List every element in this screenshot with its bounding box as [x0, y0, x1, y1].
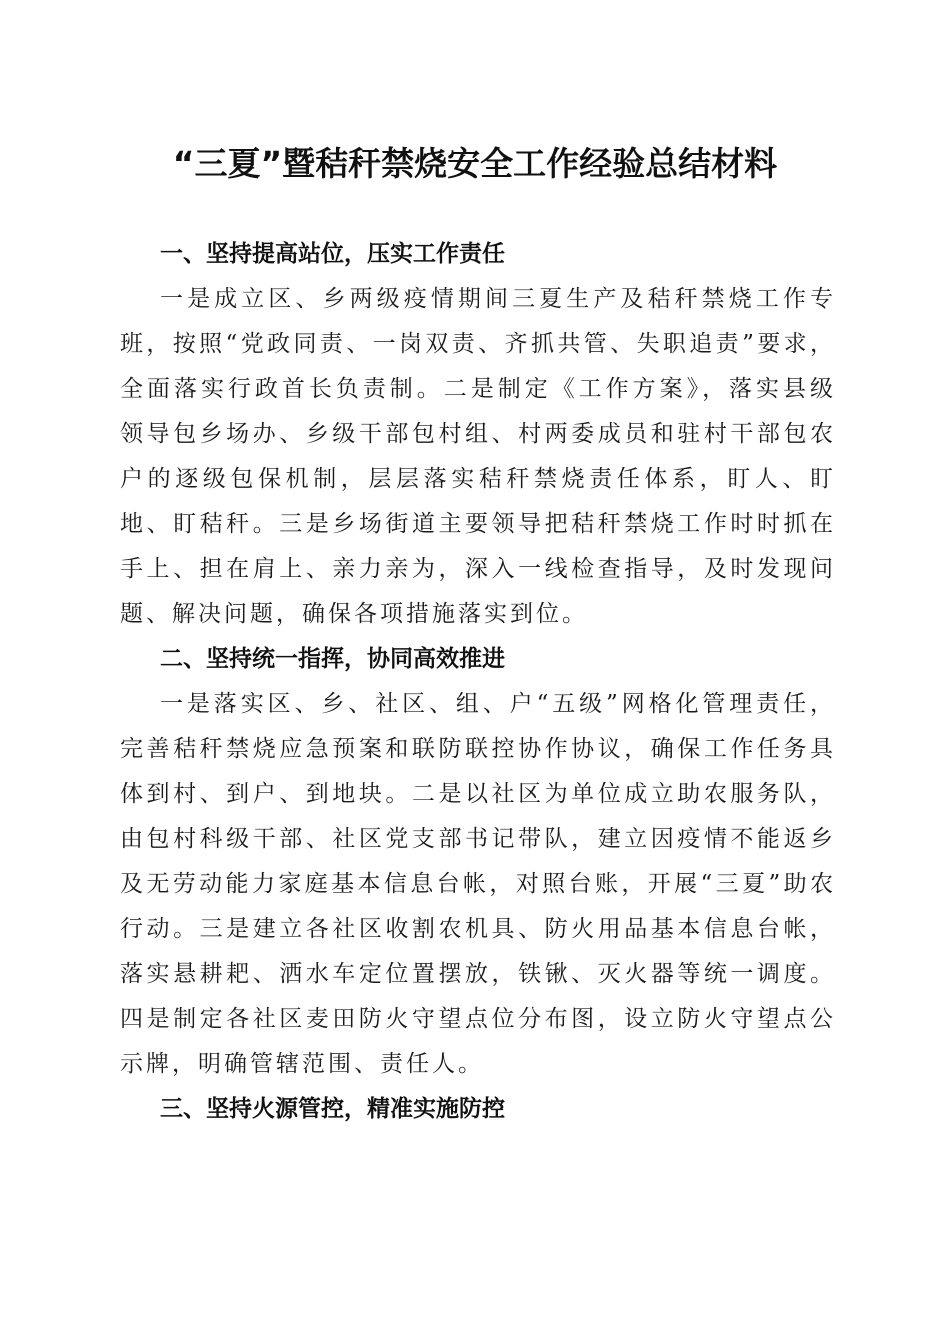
document-body [120, 232, 836, 1132]
document-title: “三夏”暨秸秆禁烧安全工作经验总结材料 [172, 144, 778, 183]
section-1-heading: 一、坚持提高站位，压实工作责任 [160, 241, 505, 267]
section-3-heading: 三、坚持火源管控，精准实施防控 [160, 1096, 505, 1122]
section-2-heading: 二、坚持统一指挥，协同高效推进 [160, 646, 505, 672]
section-2-paragraph: 一是落实区、乡、社区、组、户“五级”网格化管理责任，完善秸秆禁烧应急预案和联防联控协作协议，确保工作任务具体到村、到户、到地块。二是以社区为单位成立助农服务队，由包村科级干部、社区党支部书记带队，建立因疫情不能返乡及无劳动能力家庭基本信息台帐，对照台账，开展“三夏”助农行动。三是建立各社区收割农机具、防火用品基本信息台帐，落实悬耕耙、洒水车定位置摆放，铁锹、灭火器等统一调度。四是制定各社区麦田防火守望点位分布图，设立防火守望点公示牌，明确管辖范围、责任人。 [120, 691, 836, 1077]
section-1-paragraph: 一是成立区、乡两级疫情期间三夏生产及秸秆禁烧工作专班，按照“党政同责、一岗双责、齐抓共管、失职追责”要求，全面落实行政首长负责制。二是制定《工作方案》，落实县级领导包乡场办、乡级干部包村组、村两委成员和驻村干部包农户的逐级包保机制，层层落实秸秆禁烧责任体系，盯人、盯地、盯秸秆。三是乡场街道主要领导把秸秆禁烧工作时时抓在手上、担在肩上、亲力亲为，深入一线检查指导，及时发现问题、解决问题，确保各项措施落实到位。 [120, 286, 836, 627]
